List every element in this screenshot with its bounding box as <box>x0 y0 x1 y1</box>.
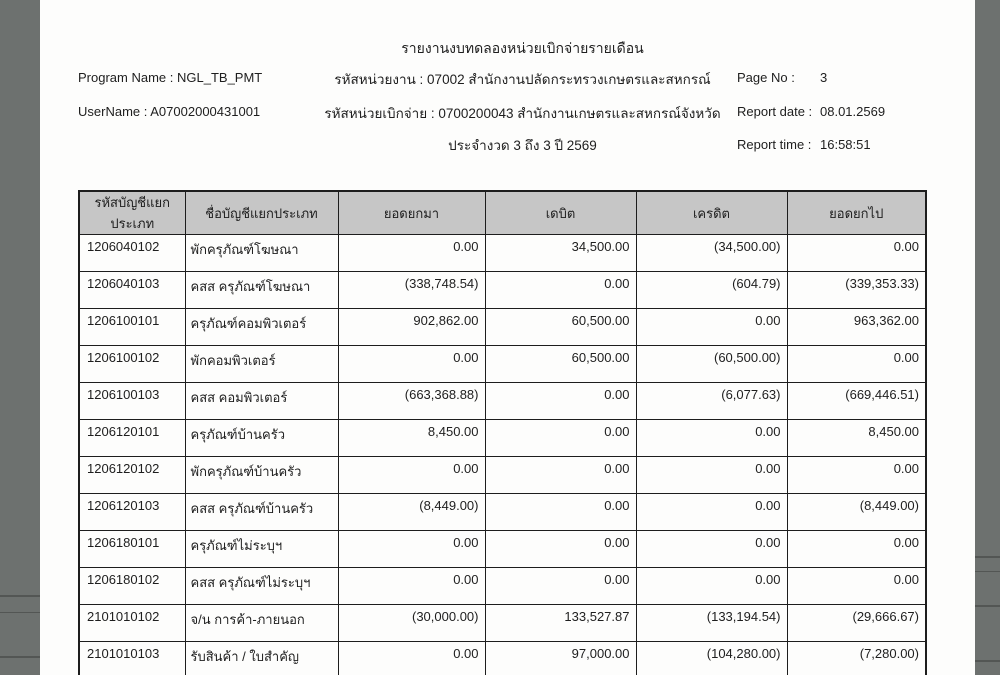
account-code: 2101010102 <box>79 605 185 642</box>
credit-amount: 0.00 <box>636 420 787 457</box>
report-date-row <box>737 104 886 119</box>
scan-artifact-line <box>975 571 1000 572</box>
account-code: 2101010103 <box>79 642 185 675</box>
credit-amount: 0.00 <box>636 494 787 531</box>
credit-amount: (60,500.00) <box>636 346 787 383</box>
table-row <box>79 568 926 605</box>
carried-forward-amount: (7,280.00) <box>787 642 926 675</box>
col-header-credit: เครดิต <box>636 191 787 235</box>
credit-amount: 0.00 <box>636 568 787 605</box>
brought-forward-amount: 8,450.00 <box>338 420 485 457</box>
scan-margin-right <box>975 0 1000 675</box>
debit-amount: 0.00 <box>485 494 636 531</box>
account-name: ครุภัณฑ์คอมพิวเตอร์ <box>185 309 338 346</box>
carried-forward-amount: 0.00 <box>787 568 926 605</box>
table-row <box>79 605 926 642</box>
disbursing-unit-line: รหัสหน่วยเบิกจ่าย : 0700200043 สำนักงานเกษตรและสหกรณ์จังหวัด <box>324 106 721 121</box>
credit-amount: (34,500.00) <box>636 235 787 272</box>
program-name-value: NGL_TB_PMT <box>177 70 263 85</box>
brought-forward-amount: 0.00 <box>338 568 485 605</box>
credit-amount: (133,194.54) <box>636 605 787 642</box>
account-name: รับสินค้า / ใบสำคัญ <box>185 642 338 675</box>
carried-forward-amount: (29,666.67) <box>787 605 926 642</box>
carried-forward-amount: 0.00 <box>787 457 926 494</box>
table-row <box>79 383 926 420</box>
brought-forward-amount: (8,449.00) <box>338 494 485 531</box>
account-code: 1206120101 <box>79 420 185 457</box>
col-header-carried-forward: ยอดยกไป <box>787 191 926 235</box>
debit-amount: 133,527.87 <box>485 605 636 642</box>
account-name: คสส ครุภัณฑ์ไม่ระบุฯ <box>185 568 338 605</box>
period-line: ประจำงวด 3 ถึง 3 ปี 2569 <box>448 138 597 153</box>
debit-amount: 34,500.00 <box>485 235 636 272</box>
scan-artifact-line <box>975 660 1000 662</box>
debit-amount: 0.00 <box>485 531 636 568</box>
page-no-row <box>737 70 828 85</box>
brought-forward-amount: (30,000.00) <box>338 605 485 642</box>
carried-forward-amount: (339,353.33) <box>787 272 926 309</box>
account-code: 1206100103 <box>79 383 185 420</box>
brought-forward-amount: (338,748.54) <box>338 272 485 309</box>
account-name: คสส คอมพิวเตอร์ <box>185 383 338 420</box>
carried-forward-amount: 0.00 <box>787 346 926 383</box>
debit-amount: 0.00 <box>485 420 636 457</box>
brought-forward-amount: 0.00 <box>338 642 485 675</box>
account-name: ครุภัณฑ์ไม่ระบุฯ <box>185 531 338 568</box>
account-code: 1206100101 <box>79 309 185 346</box>
account-name: คสส ครุภัณฑ์บ้านครัว <box>185 494 338 531</box>
account-code: 1206120102 <box>79 457 185 494</box>
scan-margin-left <box>0 0 40 675</box>
report-time-label: Report time : <box>737 137 812 152</box>
debit-amount: 0.00 <box>485 457 636 494</box>
username-label: UserName : <box>78 104 148 119</box>
credit-amount: 0.00 <box>636 309 787 346</box>
account-name: จ/น การค้า-ภายนอก <box>185 605 338 642</box>
credit-amount: (104,280.00) <box>636 642 787 675</box>
carried-forward-amount: (669,446.51) <box>787 383 926 420</box>
account-name: พักครุภัณฑ์โฆษณา <box>185 235 338 272</box>
brought-forward-amount: 0.00 <box>338 531 485 568</box>
report-title: รายงานงบทดลองหน่วยเบิกจ่ายรายเดือน <box>401 40 644 56</box>
table-row <box>79 531 926 568</box>
col-header-account-name: ชื่อบัญชีแยกประเภท <box>185 191 338 235</box>
carried-forward-amount: (8,449.00) <box>787 494 926 531</box>
debit-amount: 60,500.00 <box>485 346 636 383</box>
brought-forward-amount: 0.00 <box>338 346 485 383</box>
table-header-row <box>79 191 926 235</box>
credit-amount: 0.00 <box>636 457 787 494</box>
account-name: พักครุภัณฑ์บ้านครัว <box>185 457 338 494</box>
debit-amount: 0.00 <box>485 383 636 420</box>
credit-amount: 0.00 <box>636 531 787 568</box>
table-row <box>79 457 926 494</box>
report-date-label: Report date : <box>737 104 813 119</box>
account-name: คสส ครุภัณฑ์โฆษณา <box>185 272 338 309</box>
table-row <box>79 309 926 346</box>
brought-forward-amount: 0.00 <box>338 235 485 272</box>
scan-artifact-line <box>0 612 40 613</box>
account-name: ครุภัณฑ์บ้านครัว <box>185 420 338 457</box>
report-time-value: 16:58:51 <box>820 137 871 152</box>
program-name-label: Program Name : <box>78 70 174 85</box>
report-date-value: 08.01.2569 <box>820 104 886 119</box>
account-code: 1206180102 <box>79 568 185 605</box>
brought-forward-amount: (663,368.88) <box>338 383 485 420</box>
report-time-row <box>737 137 871 152</box>
debit-amount: 60,500.00 <box>485 309 636 346</box>
brought-forward-amount: 0.00 <box>338 457 485 494</box>
scan-artifact-line <box>975 556 1000 558</box>
debit-amount: 97,000.00 <box>485 642 636 675</box>
col-header-brought-forward: ยอดยกมา <box>338 191 485 235</box>
scan-artifact-line <box>0 595 40 597</box>
col-header-account-code: รหัสบัญชีแยกประเภท <box>79 191 185 235</box>
carried-forward-amount: 8,450.00 <box>787 420 926 457</box>
credit-amount: (6,077.63) <box>636 383 787 420</box>
account-code: 1206100102 <box>79 346 185 383</box>
scan-artifact-line <box>0 656 40 658</box>
page-no-label: Page No : <box>737 70 795 85</box>
debit-amount: 0.00 <box>485 272 636 309</box>
brought-forward-amount: 902,862.00 <box>338 309 485 346</box>
table-row <box>79 235 926 272</box>
account-code: 1206040103 <box>79 272 185 309</box>
carried-forward-amount: 963,362.00 <box>787 309 926 346</box>
carried-forward-amount: 0.00 <box>787 235 926 272</box>
account-code: 1206040102 <box>79 235 185 272</box>
table-row <box>79 346 926 383</box>
carried-forward-amount: 0.00 <box>787 531 926 568</box>
account-code: 1206120103 <box>79 494 185 531</box>
agency-line: รหัสหน่วยงาน : 07002 สำนักงานปลัดกระทรวงเกษตรและสหกรณ์ <box>334 72 711 87</box>
account-code: 1206180101 <box>79 531 185 568</box>
scan-artifact-line <box>975 605 1000 607</box>
debit-amount: 0.00 <box>485 568 636 605</box>
table-row <box>79 642 926 675</box>
table-row <box>79 272 926 309</box>
table-row <box>79 420 926 457</box>
table-row <box>79 494 926 531</box>
username-value: A07002000431001 <box>150 104 261 119</box>
page-no-value: 3 <box>820 70 828 85</box>
col-header-debit: เดบิต <box>485 191 636 235</box>
trial-balance-table <box>78 190 927 675</box>
account-name: พักคอมพิวเตอร์ <box>185 346 338 383</box>
credit-amount: (604.79) <box>636 272 787 309</box>
